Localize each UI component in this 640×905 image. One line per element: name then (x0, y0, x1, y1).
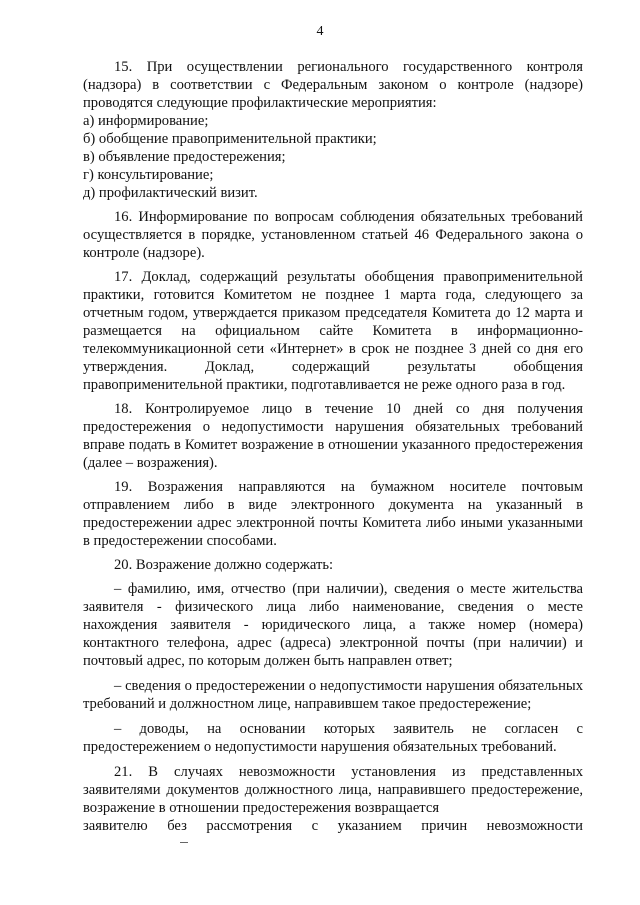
prevention-measures-list (83, 112, 583, 202)
page-number: 4 (316, 24, 324, 39)
list-item: г) консультирование; (83, 167, 214, 183)
scan-mark (180, 842, 188, 843)
list-item: б) обобщение правоприменительной практики; (83, 131, 377, 147)
list-item: а) информирование; (83, 113, 209, 129)
objection-requirement-item: – фамилию, имя, отчество (при наличии), сведения о месте жительства заявителя - физического лица либо наименование, сведения о месте нахождения заявителя - юридического лица, а также номер (номера) контактного телефона, адрес (адреса) электронной почты (при наличии) и почтовый адрес, по которым должен быть направлен ответ; (83, 581, 583, 669)
paragraph-20-intro: 20. Возражение должно содержать: (114, 557, 334, 573)
paragraph-21-cut-line: заявителю без рассмотрения с указанием причин невозможности (83, 818, 583, 834)
paragraph-16: 16. Информирование по вопросам соблюдения обязательных требований осуществляется в порядке, установленном статьей 46 Федерального закона о контроле (надзоре). (83, 209, 583, 261)
list-item: д) профилактический визит. (83, 185, 258, 201)
paragraph-18: 18. Контролируемое лицо в течение 10 дней со дня получения предостережения о недопустимости нарушения обязательных требований вправе подать в Комитет возражение в отношении указанного предостережения (далее – возражения). (83, 401, 583, 471)
paragraph-19: 19. Возражения направляются на бумажном носителе почтовым отправлением либо в виде электронного документа на указанный в предостережении адрес электронной почты Комитета либо иными указанными в предостережении способами. (83, 479, 583, 549)
document-body (83, 58, 583, 835)
paragraph-17: 17. Доклад, содержащий результаты обобщения правоприменительной практики, готовится Комитетом не позднее 1 марта года, следующего за отчетным годом, утверждается приказом председателя Комитета до 12 марта и размещается на официальном сайте Комитета в информационно-телекоммуникационной сети «Интернет» в срок не позднее 3 дней со дня его утверждения. Доклад, содержащий результаты обобщения правоприменительной практики, подготавливается не реже одного раза в год. (83, 269, 583, 393)
objection-requirement-item: – сведения о предостережении о недопустимости нарушения обязательных требований и должностном лице, направившем такое предостережение; (83, 678, 583, 712)
paragraph-15-intro: 15. При осуществлении регионального государственного контроля (надзора) в соответствии с Федеральным законом о контроле (надзоре) проводятся следующие профилактические мероприятия: (83, 59, 583, 111)
objection-requirement-item: – доводы, на основании которых заявитель не согласен с предостережением о недопустимости нарушения обязательных требований. (83, 721, 583, 755)
list-item: в) объявление предостережения; (83, 149, 286, 165)
paragraph-21: 21. В случаях невозможности установления из представленных заявителями документов должностного лица, направившего предостережение, возражение в отношении предостережения возвращается (83, 764, 583, 816)
